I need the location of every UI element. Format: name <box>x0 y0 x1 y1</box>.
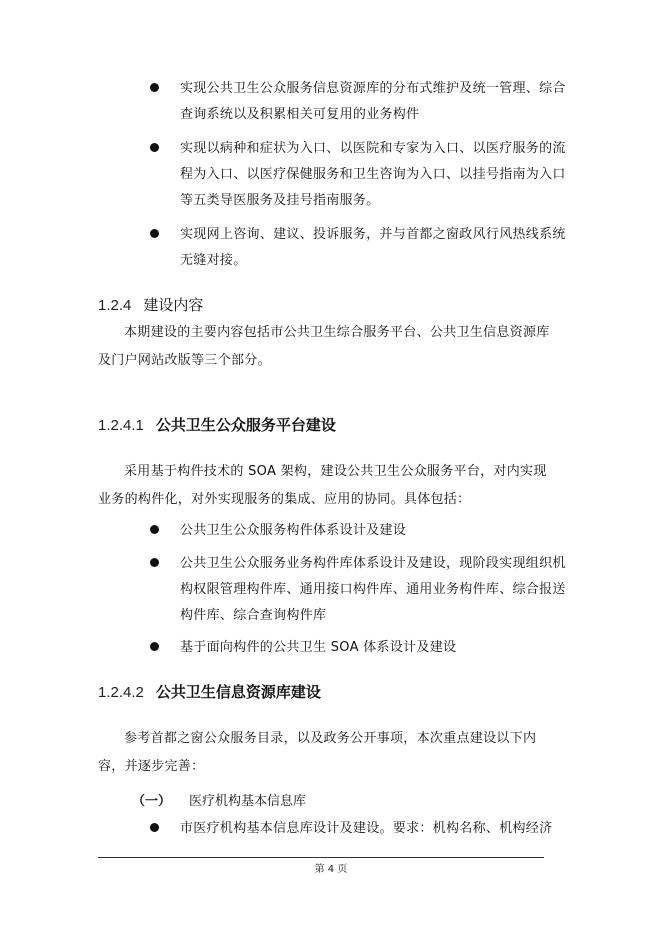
bullet-icon <box>150 83 159 92</box>
sub-heading-marker: （一） <box>132 794 172 809</box>
bullet-icon <box>150 642 159 651</box>
section-heading-1-2-4-1 <box>98 414 336 435</box>
section-heading-1-2-4-2 <box>98 681 321 702</box>
footer-divider <box>98 857 544 858</box>
list-item-text: 实现公共卫生公众服务信息资源库的分布式维护及统一管理、综合查询系统以及积累相关可复用的业务构件 <box>180 81 566 122</box>
section-paragraph: 采用基于构件技术的 SOA 架构，建设公共卫生公众服务平台，对内实现业务的构件化，对外实现服务的集成、应用的协同。具体包括： <box>98 464 547 507</box>
list-item-text: 公共卫生公众服务构件体系设计及建设 <box>180 523 407 538</box>
bullet-icon <box>150 229 159 238</box>
bullet-icon <box>150 823 159 832</box>
list-item-text: 市医疗机构基本信息库设计及建设。要求：机构名称、机构经济 <box>180 821 553 836</box>
bullet-icon <box>150 525 159 534</box>
section-number: 1.2.4 <box>98 297 132 314</box>
list-item-text: 实现网上咨询、建议、投诉服务，并与首都之窗政风行风热线系统无缝对接。 <box>180 227 566 268</box>
section-number: 1.2.4.2 <box>98 684 144 701</box>
list-item-text: 实现以病种和症状为入口、以医院和专家为入口、以医疗服务的流程为入口、以医疗保健服务和卫生咨询为入口、以挂号指南为入口等五类导医服务及挂号指南服务。 <box>180 141 566 208</box>
bullet-icon <box>150 558 159 567</box>
bullet-icon <box>150 143 159 152</box>
sub-heading-label: 医疗机构基本信息库 <box>189 794 307 809</box>
page-number: 第 4 页 <box>314 864 348 875</box>
list-item-text: 基于面向构件的公共卫生 SOA 体系设计及建设 <box>180 640 457 655</box>
list-item-text: 公共卫生公众服务业务构件库体系设计及建设，现阶段实现组织机构权限管理构件库、通用接口构件库、通用业务构件库、综合报送构件库、综合查询构件库 <box>180 556 566 623</box>
section-paragraph: 参考首都之窗公众服务目录，以及政务公开事项，本次重点建设以下内容，并逐步完善： <box>98 731 537 774</box>
sub-heading-item <box>132 790 306 809</box>
section-heading-1-2-4 <box>98 294 203 315</box>
section-paragraph: 本期建设的主要内容包括市公共卫生综合服务平台、公共卫生信息资源库及门户网站改版等三个部分。 <box>98 325 550 368</box>
section-number: 1.2.4.1 <box>98 417 144 434</box>
section-title: 公共卫生信息资源库建设 <box>155 683 321 701</box>
section-title: 建设内容 <box>143 296 204 314</box>
section-title: 公共卫生公众服务平台建设 <box>155 416 336 434</box>
